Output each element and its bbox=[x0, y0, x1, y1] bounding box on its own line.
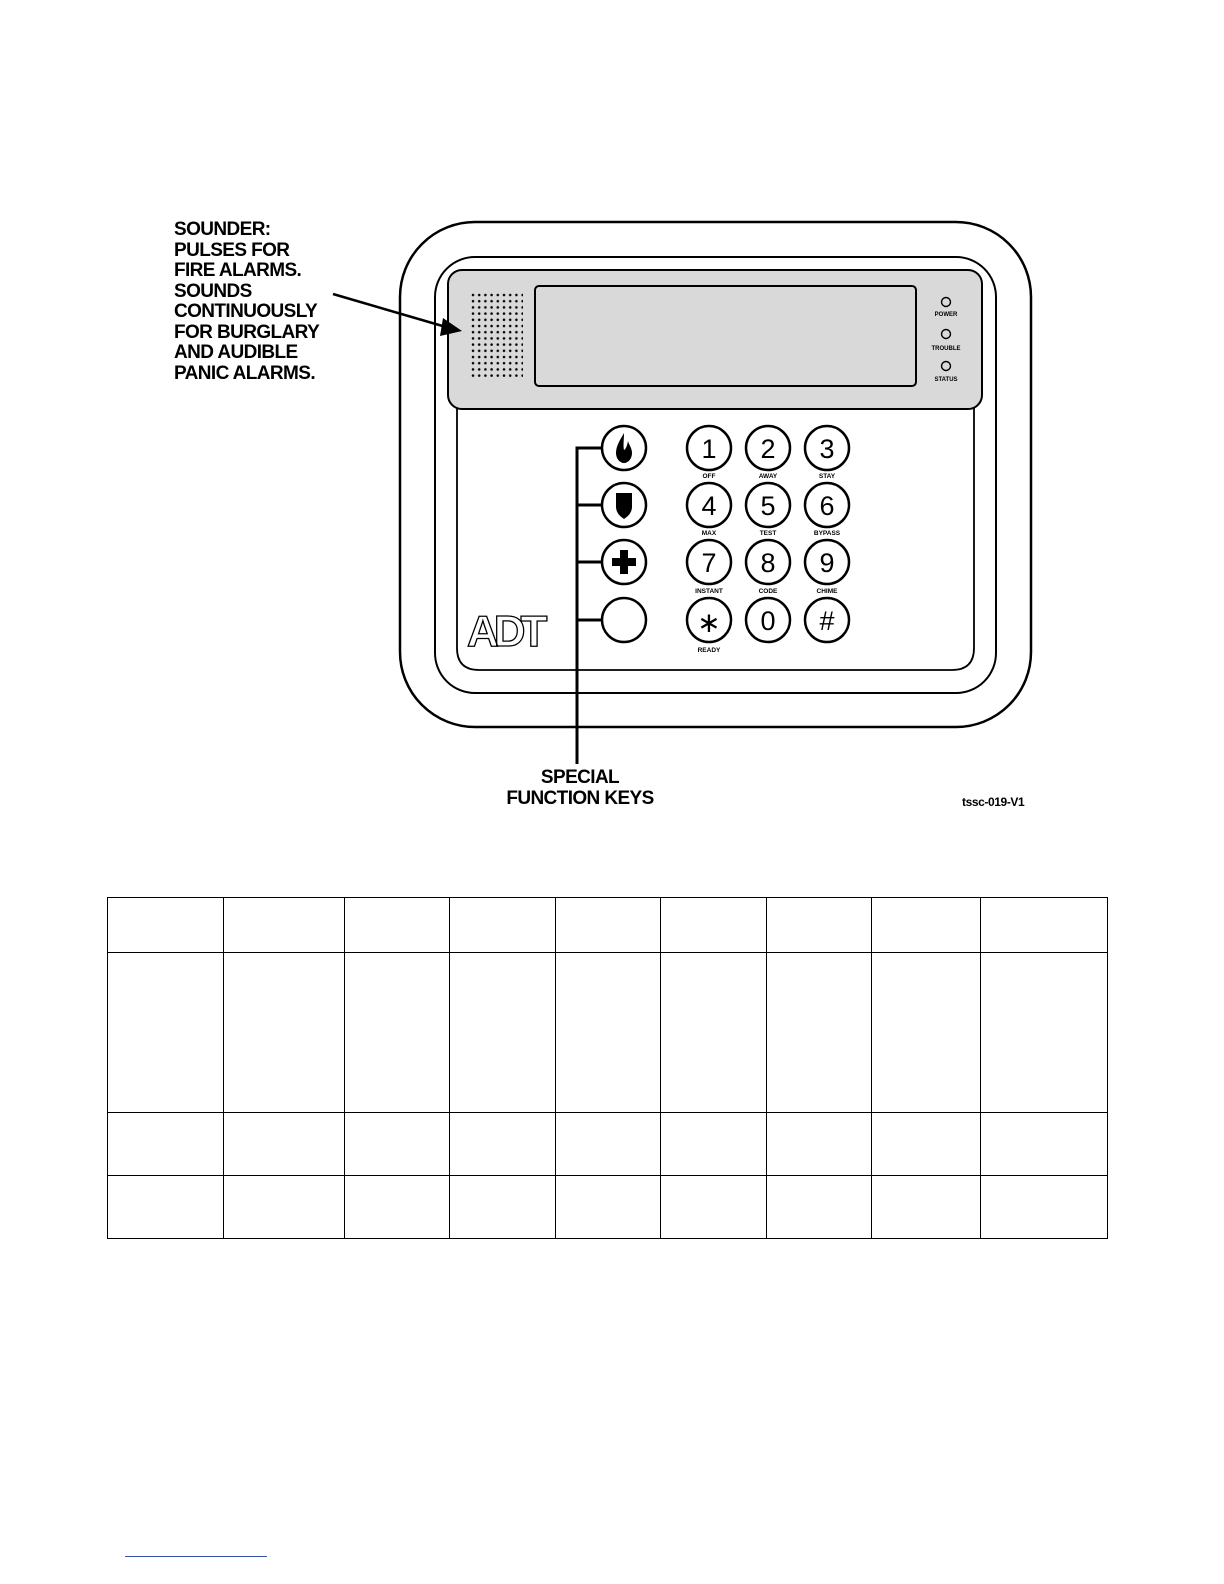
key-9[interactable] bbox=[805, 540, 849, 584]
table-cell bbox=[108, 1112, 224, 1175]
power-indicator-light bbox=[942, 298, 951, 307]
sounder-callout-line: FOR BURGLARY bbox=[174, 321, 320, 343]
key-2-label: AWAY bbox=[758, 473, 778, 480]
table-cell bbox=[556, 1175, 661, 1238]
key-star-label: READY bbox=[697, 647, 721, 654]
table-cell bbox=[556, 1112, 661, 1175]
key-5-label: TEST bbox=[759, 530, 777, 537]
figure-id: tssc-019-V1 bbox=[962, 795, 1025, 809]
table-cell bbox=[767, 953, 872, 1112]
table-row bbox=[108, 953, 1108, 1112]
table-cell bbox=[661, 953, 767, 1112]
key-star[interactable] bbox=[687, 598, 731, 642]
footer-rule bbox=[125, 1556, 267, 1557]
table-cell bbox=[556, 953, 661, 1112]
key-0-digit: 0 bbox=[760, 606, 776, 636]
sounder-callout-line: PULSES FOR bbox=[174, 239, 290, 261]
key-4-digit: 4 bbox=[701, 491, 717, 521]
special-key-fire[interactable] bbox=[602, 426, 646, 470]
table-cell bbox=[108, 1175, 224, 1238]
key-1-label: OFF bbox=[702, 473, 716, 480]
blank-table bbox=[107, 897, 1108, 1239]
key-5[interactable] bbox=[746, 483, 790, 527]
sounder-callout-line: AND AUDIBLE bbox=[174, 342, 298, 363]
table-cell bbox=[981, 898, 1108, 953]
special-key-blank[interactable] bbox=[602, 598, 646, 642]
table-cell bbox=[450, 1112, 556, 1175]
table-cell bbox=[345, 1175, 450, 1238]
lcd-display bbox=[535, 286, 916, 386]
special-key-medical[interactable] bbox=[602, 540, 646, 584]
trouble-indicator-light bbox=[942, 330, 951, 339]
status-indicator-label: STATUS bbox=[934, 377, 958, 383]
key-6[interactable] bbox=[805, 483, 849, 527]
table-cell bbox=[872, 953, 981, 1112]
key-star-digit: ∗ bbox=[697, 606, 721, 639]
key-8[interactable] bbox=[746, 540, 790, 584]
table-cell bbox=[108, 898, 224, 953]
key-4-label: MAX bbox=[701, 530, 717, 537]
special-function-keys-line: SPECIAL bbox=[540, 767, 620, 788]
key-7-digit: 7 bbox=[701, 548, 717, 578]
power-indicator-label: POWER bbox=[934, 312, 958, 318]
table-cell bbox=[661, 898, 767, 953]
key-6-label: BYPASS bbox=[813, 530, 841, 537]
table-cell bbox=[767, 1175, 872, 1238]
key-2-digit: 2 bbox=[760, 434, 776, 464]
table-cell bbox=[224, 898, 345, 953]
sounder-callout bbox=[174, 220, 319, 384]
trouble-indicator-label: TROUBLE bbox=[931, 346, 961, 352]
table-cell bbox=[872, 1112, 981, 1175]
key-9-digit: 9 bbox=[819, 548, 835, 578]
table-cell bbox=[108, 953, 224, 1112]
key-5-digit: 5 bbox=[760, 491, 776, 521]
table-cell bbox=[872, 1175, 981, 1238]
sounder-callout-line: FIRE ALARMS. bbox=[174, 260, 302, 281]
key-2[interactable] bbox=[746, 426, 790, 470]
special-function-keys-callout bbox=[470, 768, 690, 809]
table-cell bbox=[224, 1175, 345, 1238]
table-cell bbox=[450, 898, 556, 953]
table-cell bbox=[345, 953, 450, 1112]
key-hash-digit: # bbox=[819, 606, 835, 636]
sounder-callout-line: SOUNDS bbox=[174, 280, 252, 302]
key-1[interactable] bbox=[687, 426, 731, 470]
sounder-callout-line: PANIC ALARMS. bbox=[174, 362, 316, 384]
table-cell bbox=[981, 953, 1108, 1112]
key-6-digit: 6 bbox=[819, 491, 835, 521]
table-cell bbox=[224, 953, 345, 1112]
table-row bbox=[108, 898, 1108, 953]
key-8-label: CODE bbox=[758, 588, 778, 595]
table-cell bbox=[556, 898, 661, 953]
table-cell bbox=[661, 1112, 767, 1175]
table-cell bbox=[224, 1112, 345, 1175]
special-key-police[interactable] bbox=[602, 483, 646, 527]
key-7-label: INSTANT bbox=[695, 588, 723, 595]
speaker-grill bbox=[471, 293, 523, 379]
key-9-label: CHIME bbox=[816, 588, 838, 595]
table-cell bbox=[345, 1112, 450, 1175]
table-cell bbox=[345, 898, 450, 953]
table-cell bbox=[981, 1112, 1108, 1175]
sounder-callout-line: CONTINUOUSLY bbox=[174, 301, 318, 322]
key-4[interactable] bbox=[687, 483, 731, 527]
table-cell bbox=[450, 953, 556, 1112]
special-function-keys-line: FUNCTION KEYS bbox=[506, 787, 654, 809]
table-cell bbox=[661, 1175, 767, 1238]
key-7[interactable] bbox=[687, 540, 731, 584]
table-cell bbox=[981, 1175, 1108, 1238]
table-cell bbox=[767, 1112, 872, 1175]
table-cell bbox=[872, 898, 981, 953]
adt-logo: ADT bbox=[467, 607, 543, 656]
status-indicator-light bbox=[942, 362, 951, 371]
key-0[interactable] bbox=[746, 598, 790, 642]
key-8-digit: 8 bbox=[760, 548, 776, 578]
sounder-callout-line: SOUNDER: bbox=[174, 219, 271, 240]
table-cell bbox=[450, 1175, 556, 1238]
key-3[interactable] bbox=[805, 426, 849, 470]
key-3-digit: 3 bbox=[819, 434, 835, 464]
key-hash[interactable] bbox=[805, 598, 849, 642]
key-1-digit: 1 bbox=[701, 434, 717, 464]
table-row bbox=[108, 1112, 1108, 1175]
table-cell bbox=[767, 898, 872, 953]
table-row bbox=[108, 1175, 1108, 1238]
key-3-label: STAY bbox=[818, 473, 836, 480]
